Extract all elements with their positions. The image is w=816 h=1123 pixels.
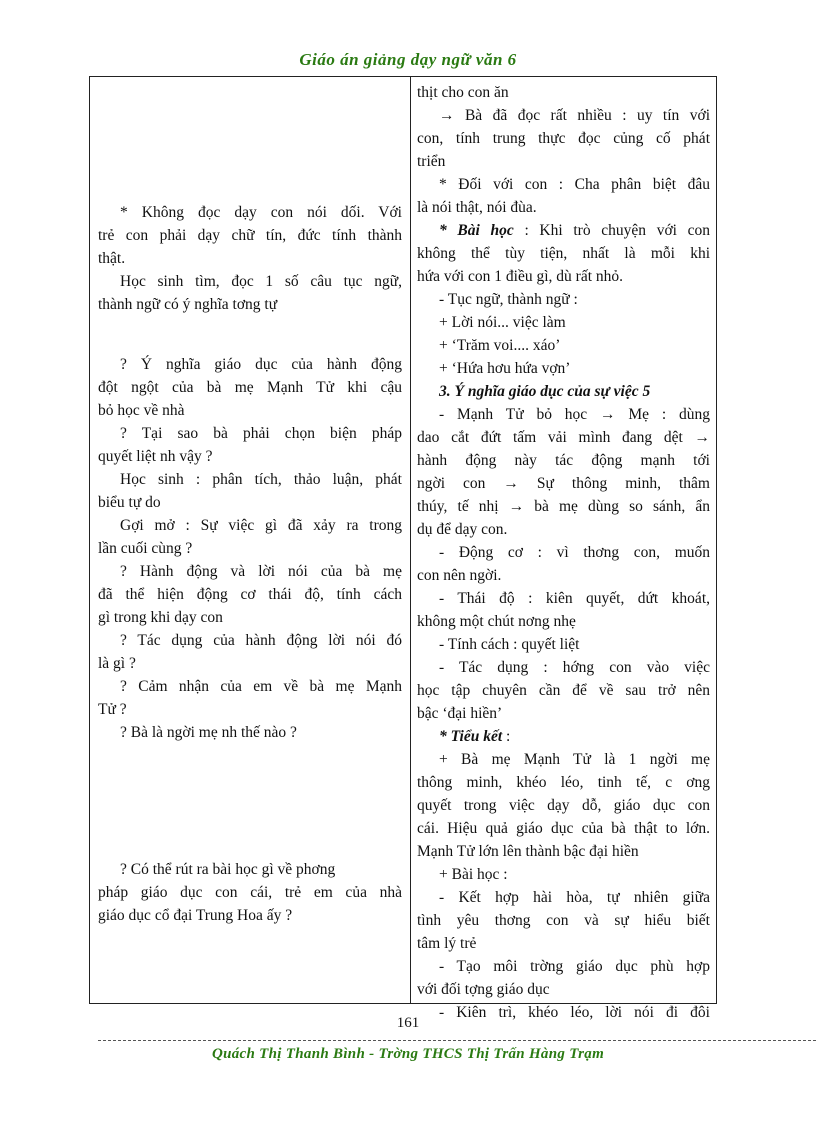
text-line: con, tính trung thực đọc củng cố phát: [417, 130, 710, 147]
text-line: ? Tại sao bà phải chọn biện pháp: [120, 425, 402, 442]
text-line: ? Bà là ngời mẹ nh thế nào ?: [120, 724, 297, 741]
text-line: - Mạnh Tử bỏ học → Mẹ : dùng: [439, 406, 710, 423]
column-divider: [410, 77, 411, 1003]
text-line: → Bà đã đọc rất nhiều : uy tín với: [439, 107, 710, 124]
text-line: bậc ‘đại hiền’: [417, 705, 503, 722]
lesson-content-column: [417, 77, 710, 1021]
text-line: tình yêu thơng con và sự hiểu biết: [417, 912, 710, 929]
text-line: - Động cơ : vì thơng con, muốn: [439, 544, 710, 561]
text-line: * Bài học : Khi trò chuyện với con: [439, 222, 710, 239]
text-line: ? Có thể rút ra bài học gì về phơng: [120, 861, 336, 878]
text-line: dao cắt đứt tấm vải mình đang dệt →: [417, 429, 710, 446]
text-line: ? Tác dụng của hành động lời nói đó: [120, 632, 402, 649]
text-line: là gì ?: [98, 655, 136, 672]
text-line: đã thể hiện động cơ thái độ, tính cách: [98, 586, 402, 603]
text-line: Học sinh tìm, đọc 1 số câu tục ngữ,: [120, 273, 402, 290]
text-line: không thể tùy tiện, nhất là mỗi khi: [417, 245, 710, 262]
text-line: * Tiểu kết :: [439, 728, 511, 745]
text-line: học tập chuyên cần để về sau trở nên: [417, 682, 710, 699]
text-line: * Đối với con : Cha phân biệt đâu: [439, 176, 710, 193]
page-header: Giáo án giảng dạy ngữ văn 6: [299, 50, 517, 69]
text-line: trẻ con phải dạy chữ tín, đức tính thành: [98, 227, 402, 244]
text-line: * Không đọc dạy con nói dối. Với: [120, 204, 402, 221]
text-line: dụ để dạy con.: [417, 521, 508, 538]
text-line: thật.: [98, 250, 126, 267]
text-line: Gợi mở : Sự việc gì đã xảy ra trong: [120, 517, 402, 534]
teacher-student-activity-column: [98, 77, 402, 1003]
text-line: - Thái độ : kiên quyết, dứt khoát,: [439, 590, 710, 607]
text-line: bỏ học về nhà: [98, 402, 185, 419]
text-line: - Kiên trì, khéo léo, lời nói đi đôi: [439, 1004, 710, 1021]
text-line: gì trong khi dạy con: [98, 609, 223, 626]
text-line: - Kết hợp hài hòa, tự nhiên giữa: [439, 889, 710, 906]
text-line: là nói thật, nói đùa.: [417, 199, 537, 216]
text-line: pháp giáo dục con cái, trẻ em của nhà: [98, 884, 402, 901]
text-line: không một chút nơng nhẹ: [417, 613, 576, 630]
footer-rule: [98, 1040, 816, 1041]
text-line: - Tác dụng : hớng con vào việc: [439, 659, 710, 676]
text-line: tâm lý trẻ: [417, 935, 477, 952]
text-line: 3. Ý nghĩa giáo dục của sự việc 5: [439, 383, 651, 400]
text-line: lần cuối cùng ?: [98, 540, 193, 557]
text-line: cái. Hiệu quả giáo dục của bà thật to lớn.: [417, 820, 710, 837]
text-line: ? Cảm nhận của em về bà mẹ Mạnh: [120, 678, 402, 695]
text-line: hành động này tác động mạnh tới: [417, 452, 710, 469]
text-line: biểu tự do: [98, 494, 161, 511]
lesson-table: [89, 76, 717, 1021]
text-line: hứa với con 1 điều gì, dù rất nhỏ.: [417, 268, 624, 285]
text-line: ? Ý nghĩa giáo dục của hành động: [120, 356, 402, 373]
text-line: - Tính cách : quyết liệt: [439, 636, 580, 653]
text-line: - Tục ngữ, thành ngữ :: [439, 291, 578, 308]
text-line: + ‘Hứa hơu hứa vợn’: [439, 360, 571, 377]
text-line: quyết trong việc dạy dỗ, giáo dục con: [417, 797, 710, 814]
text-line: thông minh, khéo léo, tinh tế, c ơng: [417, 774, 710, 791]
text-line: ngời con → Sự thông minh, thâm: [417, 475, 710, 492]
text-line: thành ngữ có ý nghĩa tơng tự: [98, 296, 278, 313]
text-line: đột ngột của bà mẹ Mạnh Tử khi cậu: [98, 379, 402, 396]
text-line: + Bà mẹ Mạnh Tử là 1 ngời mẹ: [439, 751, 710, 768]
text-line: thúy, tế nhị → bà mẹ dùng so sánh, ẩn: [417, 498, 710, 515]
text-line: con nên ngời.: [417, 567, 502, 584]
text-line: + ‘Trăm voi.... xáo’: [439, 337, 561, 354]
text-line: + Bài học :: [439, 866, 508, 883]
text-line: thịt cho con ăn: [417, 84, 509, 101]
text-line: quyết liệt nh vậy ?: [98, 448, 213, 465]
text-line: Mạnh Tử lớn lên thành bậc đại hiền: [417, 843, 639, 860]
page-number: 161: [396, 1015, 420, 1031]
text-line: Tử ?: [98, 701, 127, 718]
page-footer: Quách Thị Thanh Bình - Trờng THCS Thị Trấn Hàng Trạm: [211, 1046, 605, 1062]
text-line: giáo dục cổ đại Trung Hoa ấy ?: [98, 907, 293, 924]
text-line: triển: [417, 153, 446, 170]
text-line: với đối tợng giáo dục: [417, 981, 550, 998]
text-line: + Lời nói... việc làm: [439, 314, 566, 331]
text-line: - Tạo môi trờng giáo dục phù hợp: [439, 958, 710, 975]
text-line: Học sinh : phân tích, thảo luận, phát: [120, 471, 402, 488]
text-line: ? Hành động và lời nói của bà mẹ: [120, 563, 402, 580]
